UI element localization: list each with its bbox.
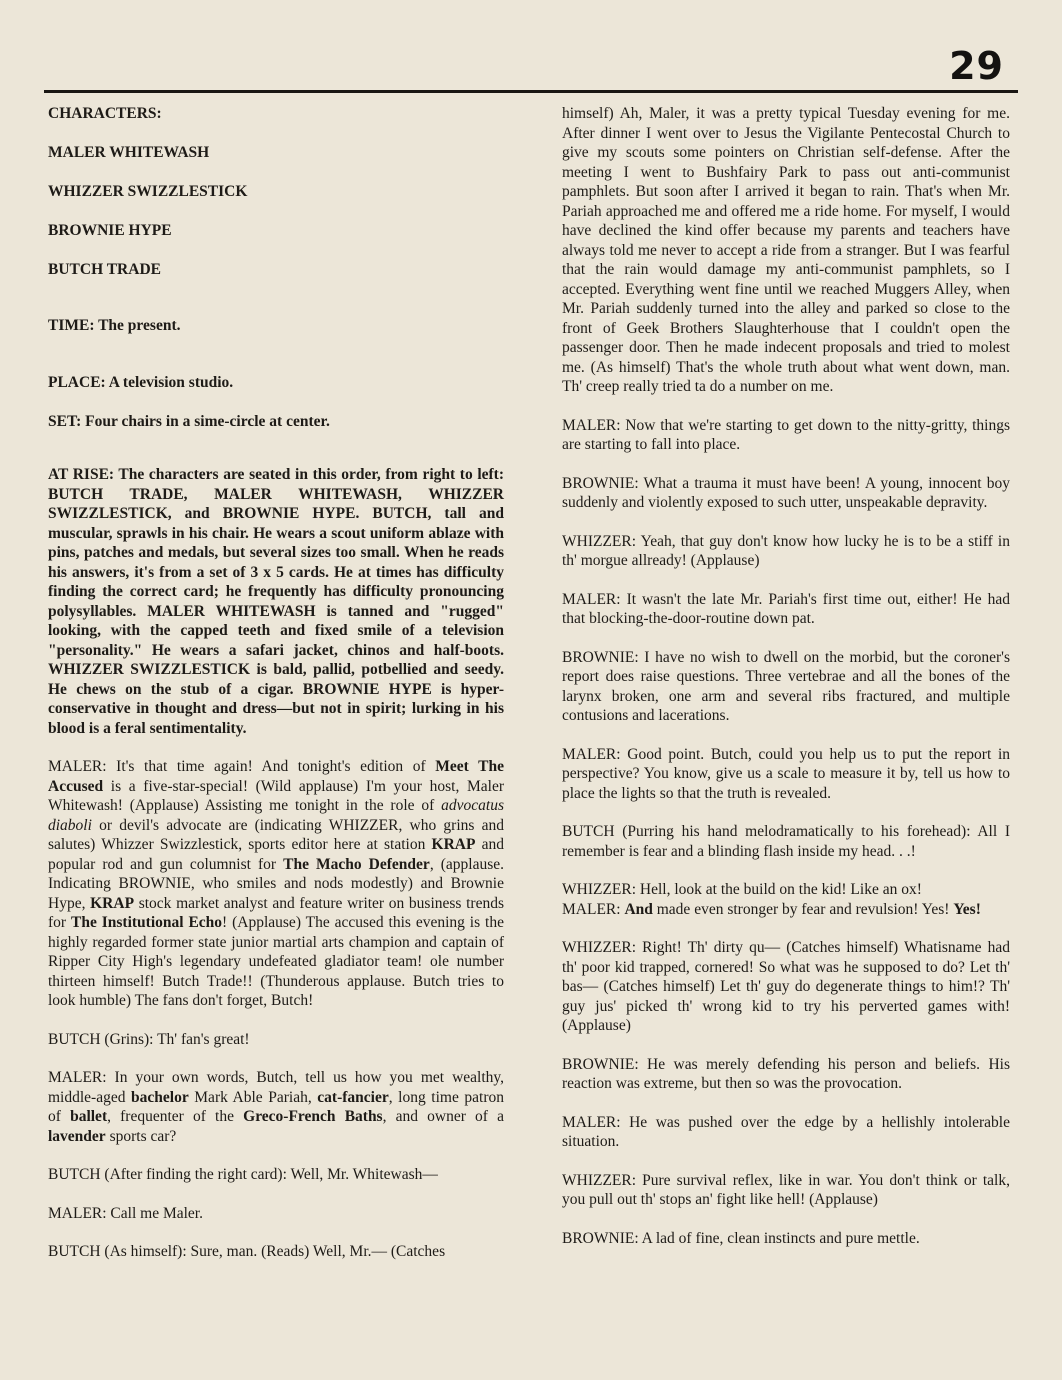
page-number: 29 bbox=[949, 44, 1004, 88]
dialogue-maler-stronger: MALER: And made even stronger by fear and revulsion! Yes! Yes! bbox=[562, 900, 981, 918]
header-rule bbox=[44, 90, 1018, 93]
at-rise-direction: AT RISE: The characters are seated in this order, from right to left: BUTCH TRADE, MALER WHITEWASH, WHIZZER SWIZZLESTICK, and BROWNIE HYPE. BUTCH, tall and muscular, sprawls in his chair. He wears a scout uniform ablaze with pins, patches and medals, but several sizes too small. When he reads his answers, it's from a set of 3 x 5 cards. He at times has difficulty finding the correct card; he frequently has difficulty pronouncing polysyllables. MALER WHITEWASH is tanned and "rugged" looking, with the capped teeth and fixed smile of a television "personality." He wears a safari jacket, chinos and half-boots. WHIZZER SWIZZLESTICK is bald, pallid, potbellied and seedy. He chews on the stub of a cigar. BROWNIE HYPE is hyper-conservative in thought and dress—but not in spirit; lurking in his blood is a feral sentimentality. bbox=[48, 466, 504, 737]
dialogue-maler-question: MALER: In your own words, Butch, tell us how you met wealthy, middle-aged bachelor Mark Able Pariah, cat-fancier, long time patron of ballet, frequenter of the Greco-French Baths, and owner of a lavender sports car? bbox=[48, 1069, 504, 1145]
dialogue-butch-card: BUTCH (After finding the right card): Well, Mr. Whitewash— bbox=[48, 1166, 438, 1183]
dialogue-maler-first-time: MALER: It wasn't the late Mr. Pariah's first time out, either! He had that blocking-the-door-routine down pat. bbox=[562, 590, 1010, 627]
dialogue-maler-edge: MALER: He was pushed over the edge by a hellishly intolerable situation. bbox=[562, 1113, 1010, 1150]
character-brownie: BROWNIE HYPE bbox=[48, 222, 172, 239]
dialogue-whizzer-stiff: WHIZZER: Yeah, that guy don't know how lucky he is to be a stiff in th' morgue allready! (Applause) bbox=[562, 532, 1010, 569]
dialogue-brownie-trauma: BROWNIE: What a trauma it must have been! A young, innocent boy suddenly and violently exposed to such utter, unspeakable depravity. bbox=[562, 474, 1010, 511]
set-line: SET: Four chairs in a sime-circle at center. bbox=[48, 412, 330, 430]
dialogue-brownie-mettle: BROWNIE: A lad of fine, clean instincts and pure mettle. bbox=[562, 1229, 920, 1247]
character-maler: MALER WHITEWASH bbox=[48, 144, 210, 161]
dialogue-whizzer-reflex: WHIZZER: Pure survival reflex, like in war. You don't think or talk, you pull out th' stops an' fight like hell! (Applause) bbox=[562, 1171, 1010, 1208]
time-line: TIME: The present. bbox=[48, 316, 181, 334]
left-column bbox=[48, 104, 504, 1262]
dialogue-butch-fear: BUTCH (Purring his hand melodramatically to his forehead): All I remember is fear and a blinding flash inside my head. . .! bbox=[562, 823, 1010, 860]
right-column bbox=[562, 104, 1010, 1248]
dialogue-butch-grins: BUTCH (Grins): Th' fan's great! bbox=[48, 1030, 250, 1048]
character-whizzer: WHIZZER SWIZZLESTICK bbox=[48, 183, 248, 200]
dialogue-butch-story: himself) Ah, Maler, it was a pretty typical Tuesday evening for me. After dinner I went over to Jesus the Vigilante Pentecostal Church to give my scouts some pointers on Christian self-defense. After the meeting I went to Bushfairy Park to pass out anti-communist pamphlets. But soon after I arrived it began to rain. That's when Mr. Pariah approached me and offered me a ride home. For myself, I would have declined the kind offer because my parents and teachers have always told me never to accept a ride from a stranger. But I was fearful that the rain would damage my anti-communist pamphlets, so I accepted. Everything went fine until we reached Muggers Alley, when Mr. Pariah suddenly turned into the alley and parked so close to the front of Geek Brothers Slaughterhouse that I couldn't open the passenger door. Then he made indecent proposals and tried to molest me. (As himself) That's the whole truth about what went down, man. Th' creep really tried ta do a number on me. bbox=[562, 105, 1010, 395]
dialogue-brownie-coroner: BROWNIE: I have no wish to dwell on the morbid, but the coroner's report does raise questions. Three vertebrae and all the bones of the larynx broken, one arm and several ribs fractured, and multiple contusions and lacerations. bbox=[562, 648, 1010, 724]
place-line: PLACE: A television studio. bbox=[48, 374, 234, 391]
dialogue-maler-call: MALER: Call me Maler. bbox=[48, 1204, 203, 1222]
characters-heading: CHARACTERS: bbox=[48, 105, 162, 122]
dialogue-maler-perspective: MALER: Good point. Butch, could you help us to put the report in perspective? You know, give us a scale to measure it by, tell us how to place the lights so that the truth is revealed. bbox=[562, 745, 1010, 802]
dialogue-whizzer-cornered: WHIZZER: Right! Th' dirty qu— (Catches himself) Whatisname had th' poor kid trapped, cornered! So what was he supposed to do? Let th' bas— (Catches himself) Let th' guy do degenerate things to him!? Th' guy jus' picked th' wrong kid to try his perverted games with! (Applause) bbox=[562, 939, 1010, 1034]
character-butch: BUTCH TRADE bbox=[48, 261, 161, 278]
dialogue-butch-himself: BUTCH (As himself): Sure, man. (Reads) Well, Mr.— (Catches bbox=[48, 1243, 446, 1260]
dialogue-maler-intro: MALER: It's that time again! And tonight's edition of Meet The Accused is a five-star-special! (Wild applause) I'm your host, Maler Whitewash! (Applause) Assisting me tonight in the role of advocatus diaboli or devil's advocate are (indicating WHIZZER, who grins and salutes) Whizzer Swizzlestick, sports editor here at station KRAP and popular rod and gun columnist for The Macho Defender, (applause. Indicating BROWNIE, who smiles and nods modestly) and Brownie Hype, KRAP stock market analyst and feature writer on business trends for The Institutional Echo! (Applause) The accused this evening is the highly regarded former state junior martial arts champion and captain of Ripper City High's legendary undefeated gladiator team! ole number thirteen himself! Butch Trade!! (Thunderous applause. Butch tries to look humble) The fans don't forget, Butch! bbox=[48, 758, 505, 1009]
dialogue-maler-nitty-gritty: MALER: Now that we're starting to get down to the nitty-gritty, things are starting to fall into place. bbox=[562, 416, 1010, 453]
dialogue-whizzer-ox: WHIZZER: Hell, look at the build on the kid! Like an ox! bbox=[562, 881, 922, 898]
dialogue-brownie-defending: BROWNIE: He was merely defending his person and beliefs. His reaction was extreme, but then so was the provocation. bbox=[562, 1055, 1010, 1092]
